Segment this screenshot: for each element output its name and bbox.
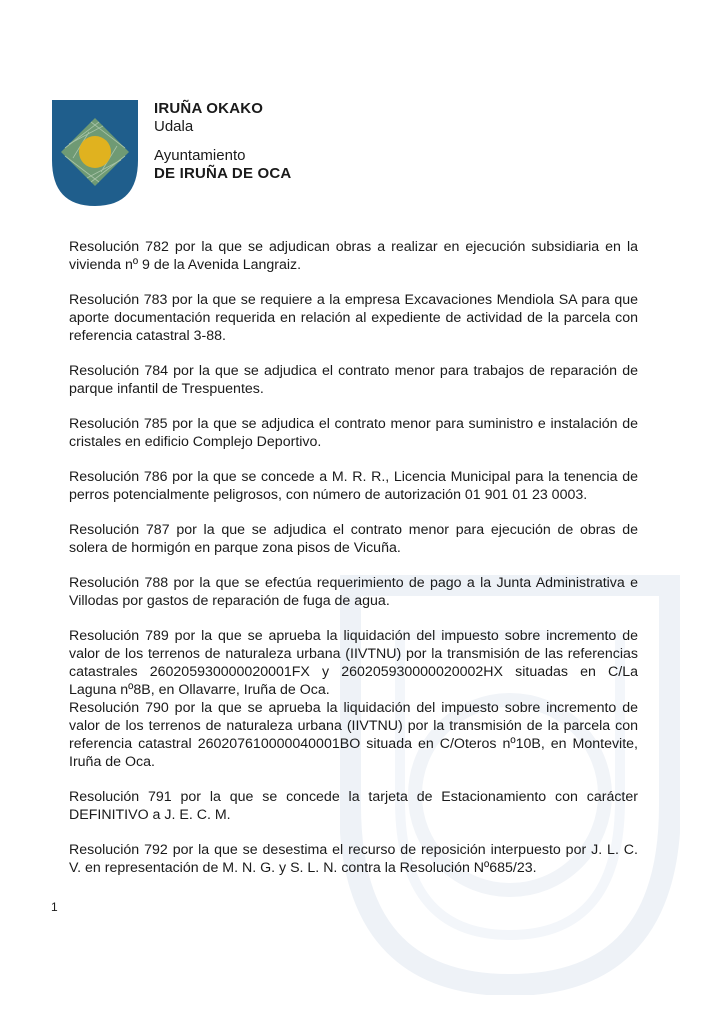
resolution-785: Resolución 785 por la que se adjudica el contrato menor para suministro e instalación de cristales en edificio Complejo Deportivo. [69, 416, 638, 450]
resolution-784: Resolución 784 por la que se adjudica el contrato menor para trabajos de reparación de parque infantil de Trespuentes. [69, 363, 638, 397]
municipality-name [154, 100, 291, 183]
resolution-792: Resolución 792 por la que se desestima el recurso de reposición interpuesto por J. L. C. V. en representación de M. N. G. y S. L. N. contra la Resolución Nº685/23. [69, 842, 638, 876]
letterhead [52, 100, 352, 210]
resolution-782: Resolución 782 por la que se adjudican obras a realizar en ejecución subsidiaria en la vivienda nº 9 de la Avenida Langraiz. [69, 239, 638, 273]
resolution-783: Resolución 783 por la que se requiere a la empresa Excavaciones Mendiola SA para que aporte documentación requerida en relación al expediente de actividad de la parcela con referencia catastral 3-88. [69, 292, 638, 344]
page-number: 1 [51, 900, 58, 914]
resolution-787: Resolución 787 por la que se adjudica el contrato menor para ejecución de obras de solera de hormigón en parque zona pisos de Vicuña. [69, 522, 638, 556]
org-name-spanish: DE IRUÑA DE OCA [154, 165, 292, 182]
resolution-786: Resolución 786 por la que se concede a M. R. R., Licencia Municipal para la tenencia de perros potencialmente peligrosos, con número de autorización 01 901 01 23 0003. [69, 469, 638, 503]
resolution-791: Resolución 791 por la que se concede la tarjeta de Estacionamiento con carácter DEFINITIVO a J. E. C. M. [69, 789, 638, 823]
org-type-basque: Udala [154, 118, 194, 135]
resolutions-list [69, 238, 638, 894]
org-name-basque: IRUÑA OKAKO [154, 100, 264, 117]
resolution-788: Resolución 788 por la que se efectúa requerimiento de pago a la Junta Administrativa e Villodas por gastos de reparación de fuga de agua. [69, 575, 638, 609]
resolution-790: Resolución 790 por la que se aprueba la liquidación del impuesto sobre incremento de valor de los terrenos de naturaleza urbana (IIVTNU) por la transmisión de la parcela con referencia catastral 260207610000040001BO situada en C/Oteros nº10B, en Montevite, Iruña de Oca. [69, 700, 638, 770]
municipal-shield-logo [52, 100, 138, 206]
resolution-789: Resolución 789 por la que se aprueba la liquidación del impuesto sobre incremento de valor de los terrenos de naturaleza urbana (IIVTNU) por la transmisión de las referencias catastrales 260205930000020001FX y 260205930000020002HX situadas en C/La Laguna nº8B, en Ollavarre, Iruña de Oca. [69, 628, 638, 698]
org-type-spanish: Ayuntamiento [154, 147, 246, 164]
